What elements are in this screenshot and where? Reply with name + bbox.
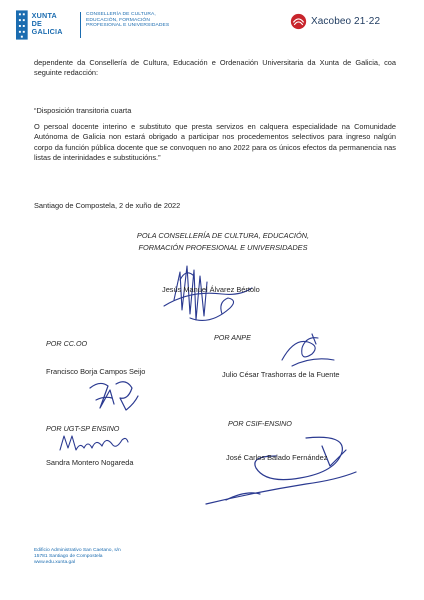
ugt-label: POR UGT-SP ENSINO (46, 424, 120, 433)
xunta-de-galicia-logo (16, 10, 74, 44)
header-divider (80, 12, 81, 38)
quote-body: O persoal docente interino e substituto que presta servizos en calquera especialidade na Comunidade Autónoma de Galicia non estará obrigado a participar nos procedementos selectivos para ingreso nalgún corpo da función pública docente que se convoquen no ano 2022 para os únicos efectos da permanencia nas listas de interinidades e substitucións.” (34, 122, 396, 163)
signing-date: Santiago de Compostela, 2 de xuño de 2022 (34, 201, 181, 210)
anpe-label: POR ANPE (214, 333, 251, 342)
csif-label: POR CSIF-ENSINO (228, 419, 292, 428)
signatory-title-line: FORMACIÓN PROFESIONAL E UNIVERSIDADES (138, 243, 308, 252)
signatory-title-line: POLA CONSELLERÍA DE CULTURA, EDUCACIÓN, (136, 231, 310, 240)
anpe-signature-icon (272, 330, 342, 374)
conselleria-signature-icon (160, 260, 260, 332)
xacobeo-shell-icon (290, 13, 307, 30)
conselleria-line: PROFESIONAL E UNIVERSIDADES (86, 23, 170, 29)
footer-line: 15781 Santiago de Compostela (34, 554, 103, 560)
xunta-wordmark (32, 10, 74, 36)
galicia-emblem-icon (16, 10, 28, 40)
xacobeo-wordmark: Xacobeo 21·22 (311, 15, 381, 27)
xunta-wordmark-line2: DE GALICIA (31, 19, 63, 36)
letterhead (0, 0, 424, 48)
intro-paragraph: dependente da Consellería de Cultura, Educación e Ordenación Universitaria da Xunta de Galicia, coa seguinte redacción: (34, 58, 396, 78)
csif-signature-icon (196, 432, 366, 514)
xunta-wordmark-line1: XUNTA (31, 11, 57, 20)
footer-address (34, 548, 121, 567)
conselleria-line: EDUCACIÓN, FORMACIÓN (86, 17, 150, 23)
footer-website[interactable]: www.edu.xunta.gal (34, 560, 76, 566)
conselleria-line: CONSELLERÍA DE CULTURA, (86, 12, 156, 17)
ccoo-signatory-name: Francisco Borja Campos Seijo (46, 367, 146, 376)
ugt-signatory-name: Sandra Montero Nogareda (46, 458, 134, 467)
anpe-signatory-name: Julio César Trashorras de la Fuente (222, 370, 340, 379)
xacobeo-logo (290, 10, 408, 32)
footer-line: Edificio Administrativo San Caetano, s/n (34, 548, 121, 553)
conselleria-name (86, 12, 196, 29)
ugt-signature-icon (56, 430, 132, 458)
ccoo-signature-icon (82, 374, 142, 416)
conselleria-signatory-name: Jesús Manuel Álvarez Bértolo (162, 285, 260, 294)
ccoo-label: POR CC.OO (46, 339, 88, 348)
quote-title: “Disposición transitoria cuarta (34, 106, 132, 115)
csif-signatory-name: José Carlos Balado Fernández (226, 453, 328, 462)
conselleria-signatory-title (128, 230, 318, 254)
